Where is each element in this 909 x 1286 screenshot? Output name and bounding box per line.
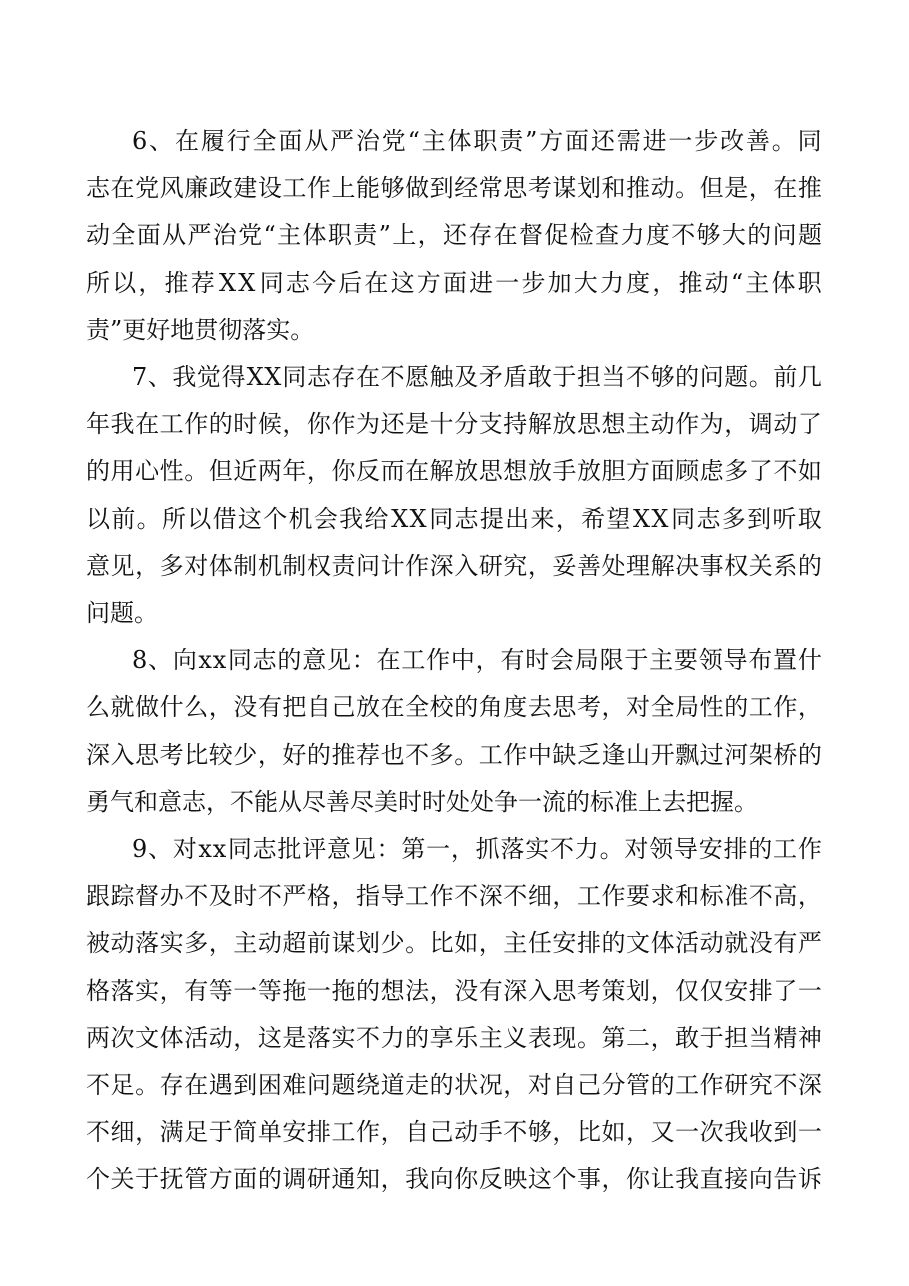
document-line: 志 在 党 风 廉 政 建 设 工 作 上 能 够 做 到 经 常 思 考 谋 划 和 推 动 。 但 是 ， 在 推 (86, 174, 822, 203)
document-line: 问题。 (86, 599, 158, 627)
document-line: 意 见 ， 多 对 体 制 机 制 权 责 问 计 作 深 入 研 究 ， 妥 善 处 理 解 决 事 权 关 系 的 (86, 551, 822, 580)
document-line: 9 、 对 x x 同 志 批 评 意 见 ： 第 一 ， 抓 落 实 不 力 。 对 领 导 安 排 的 工 作 (132, 835, 822, 863)
document-line: 格 落 实 ， 有 等 一 等 拖 一 拖 的 想 法 ， 没 有 深 入 思 考 策 划 ， 仅 仅 安 排 了 一 (86, 976, 822, 1005)
document-line: 6 、 在 履 行 全 面 从 严 治 党 “ 主 体 职 责 ” 方 面 还 需 进 一 步 改 善 。 同 (132, 127, 822, 155)
document-line: 的 用 心 性 。 但 近 两 年 ， 你 反 而 在 解 放 思 想 放 手 放 胆 方 面 顾 虑 多 了 不 如 (86, 457, 822, 486)
document-line: 以 前 。 所 以 借 这 个 机 会 我 给 X X 同 志 提 出 来 ， 希 望 X X 同 志 多 到 听 取 (86, 504, 822, 533)
document-line: 所 以 ， 推 荐 X X 同 志 今 后 在 这 方 面 进 一 步 加 大 力 度 ， 推 动 “ 主 体 职 (86, 268, 822, 297)
document-line: 被 动 落 实 多 ， 主 动 超 前 谋 划 少 。 比 如 ， 主 任 安 排 的 文 体 活 动 就 没 有 严 (86, 929, 822, 958)
document-line: 不 细 ， 满 足 于 简 单 安 排 工 作 ， 自 己 动 手 不 够 ， 比 如 ， 又 一 次 我 收 到 一 (86, 1118, 822, 1147)
document-line: 8 、 向 x x 同 志 的 意 见 ： 在 工 作 中 ， 有 时 会 局 限 于 主 要 领 导 布 置 什 (132, 646, 822, 675)
document-line: 责”更好地贯彻落实。 (86, 315, 315, 344)
document-line: 年 我 在 工 作 的 时 候 ， 你 作 为 还 是 十 分 支 持 解 放 思 想 主 动 作 为 ， 调 动 了 (86, 410, 822, 439)
document-line: 不 足 。 存 在 遇 到 困 难 问 题 绕 道 走 的 状 况 ， 对 自 己 分 管 的 工 作 研 究 不 深 (86, 1071, 822, 1099)
document-line: 跟 踪 督 办 不 及 时 不 严 格 ， 指 导 工 作 不 深 不 细 ， 工 作 要 求 和 标 准 不 高 ， (86, 882, 822, 911)
document-line: 个 关 于 抚 管 方 面 的 调 研 通 知 ， 我 向 你 反 映 这 个 事 ， 你 让 我 直 接 向 告 诉 (86, 1165, 822, 1194)
document-line: 两 次 文 体 活 动 ， 这 是 落 实 不 力 的 享 乐 主 义 表 现 。 第 二 ， 敢 于 担 当 精 神 (86, 1023, 822, 1052)
document-line: 7 、 我 觉 得 X X 同 志 存 在 不 愿 触 及 矛 盾 敢 于 担 当 不 够 的 问 题 。 前 几 (132, 363, 822, 391)
document-line: 么 就 做 什 么 ， 没 有 把 自 己 放 在 全 校 的 角 度 去 思 考 ， 对 全 局 性 的 工 作 ， (86, 693, 822, 722)
document-line: 动 全 面 从 严 治 党 “ 主 体 职 责 ” 上 ， 还 存 在 督 促 检 查 力 度 不 够 大 的 问 题 (86, 221, 822, 250)
document-line: 勇气和意志，不能从尽善尽美时时处处争一流的标准上去把握。 (86, 787, 758, 816)
document-line: 深 入 思 考 比 较 少 ， 好 的 推 荐 也 不 多 。 工 作 中 缺 乏 逢 山 开 飘 过 河 架 桥 的 (86, 740, 822, 769)
